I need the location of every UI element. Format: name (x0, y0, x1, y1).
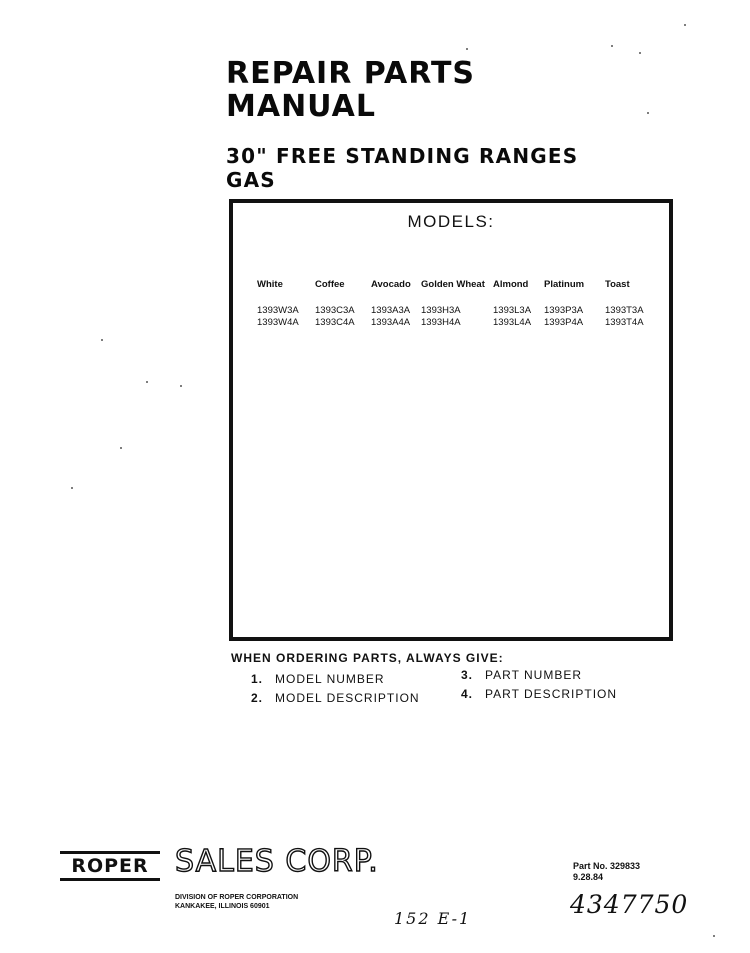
model-color-label: White (257, 279, 283, 290)
model-color-label: Golden Wheat (421, 279, 485, 290)
subtitle-line-2: GAS (226, 168, 276, 192)
ordering-item-text: PART DESCRIPTION (485, 687, 618, 701)
model-color-label: Platinum (544, 279, 585, 290)
models-box (229, 199, 673, 641)
ordering-item-number: 3. (461, 668, 474, 682)
model-number: 1393H4A (421, 317, 461, 328)
subtitle-line-1: 30" FREE STANDING RANGES (226, 144, 579, 168)
model-number: 1393A4A (371, 317, 411, 328)
part-number: Part No. 329833 (573, 861, 641, 871)
print-date: 9.28.84 (573, 872, 604, 882)
ordering-item-text: MODEL DESCRIPTION (275, 691, 420, 705)
ordering-item (461, 687, 617, 701)
model-color-label: Coffee (315, 279, 345, 290)
ordering-item-number: 2. (251, 691, 264, 705)
address-line: KANKAKEE, ILLINOIS 60901 (175, 903, 270, 910)
ordering-item (461, 668, 582, 682)
model-column-golden-wheat (421, 279, 485, 329)
model-number: 1393L3A (493, 305, 532, 316)
part-number-block (573, 861, 640, 883)
model-number: 1393W4A (257, 317, 299, 328)
title-line-1: REPAIR PARTS (226, 56, 476, 91)
model-column-toast (605, 279, 644, 329)
ordering-item (251, 672, 385, 686)
model-number: 1393L4A (493, 317, 532, 328)
model-color-label: Almond (493, 279, 529, 290)
ordering-heading: WHEN ORDERING PARTS, ALWAYS GIVE: (231, 651, 504, 665)
ordering-item-text: MODEL NUMBER (275, 672, 385, 686)
model-color-label: Avocado (371, 279, 411, 290)
model-number: 1393W3A (257, 305, 299, 316)
model-color-label: Toast (605, 279, 630, 290)
model-column-platinum (544, 279, 584, 329)
ordering-item (251, 691, 420, 705)
division-address (175, 893, 298, 911)
ordering-item-text: PART NUMBER (485, 668, 583, 682)
model-number: 1393P4A (544, 317, 584, 328)
models-heading: MODELS: (407, 212, 495, 231)
model-column-avocado (371, 279, 411, 329)
model-column-almond (493, 279, 531, 329)
model-column-coffee (315, 279, 355, 329)
ordering-item-number: 4. (461, 687, 474, 701)
title-line-2: MANUAL (226, 89, 376, 124)
handwritten-note: 152 E-1 (394, 909, 472, 928)
sales-corp-logo: SALES CORP. (175, 844, 379, 879)
model-number: 1393H3A (421, 305, 461, 316)
model-number: 1393C4A (315, 317, 355, 328)
handwritten-number: 4347750 (570, 890, 689, 919)
model-number: 1393A3A (371, 305, 411, 316)
roper-logo: ROPER (60, 851, 160, 881)
model-column-white (257, 279, 299, 329)
model-number: 1393C3A (315, 305, 355, 316)
model-number: 1393T3A (605, 305, 644, 316)
model-number: 1393P3A (544, 305, 584, 316)
model-number: 1393T4A (605, 317, 644, 328)
division-line: DIVISION OF ROPER CORPORATION (175, 894, 299, 901)
ordering-item-number: 1. (251, 672, 264, 686)
